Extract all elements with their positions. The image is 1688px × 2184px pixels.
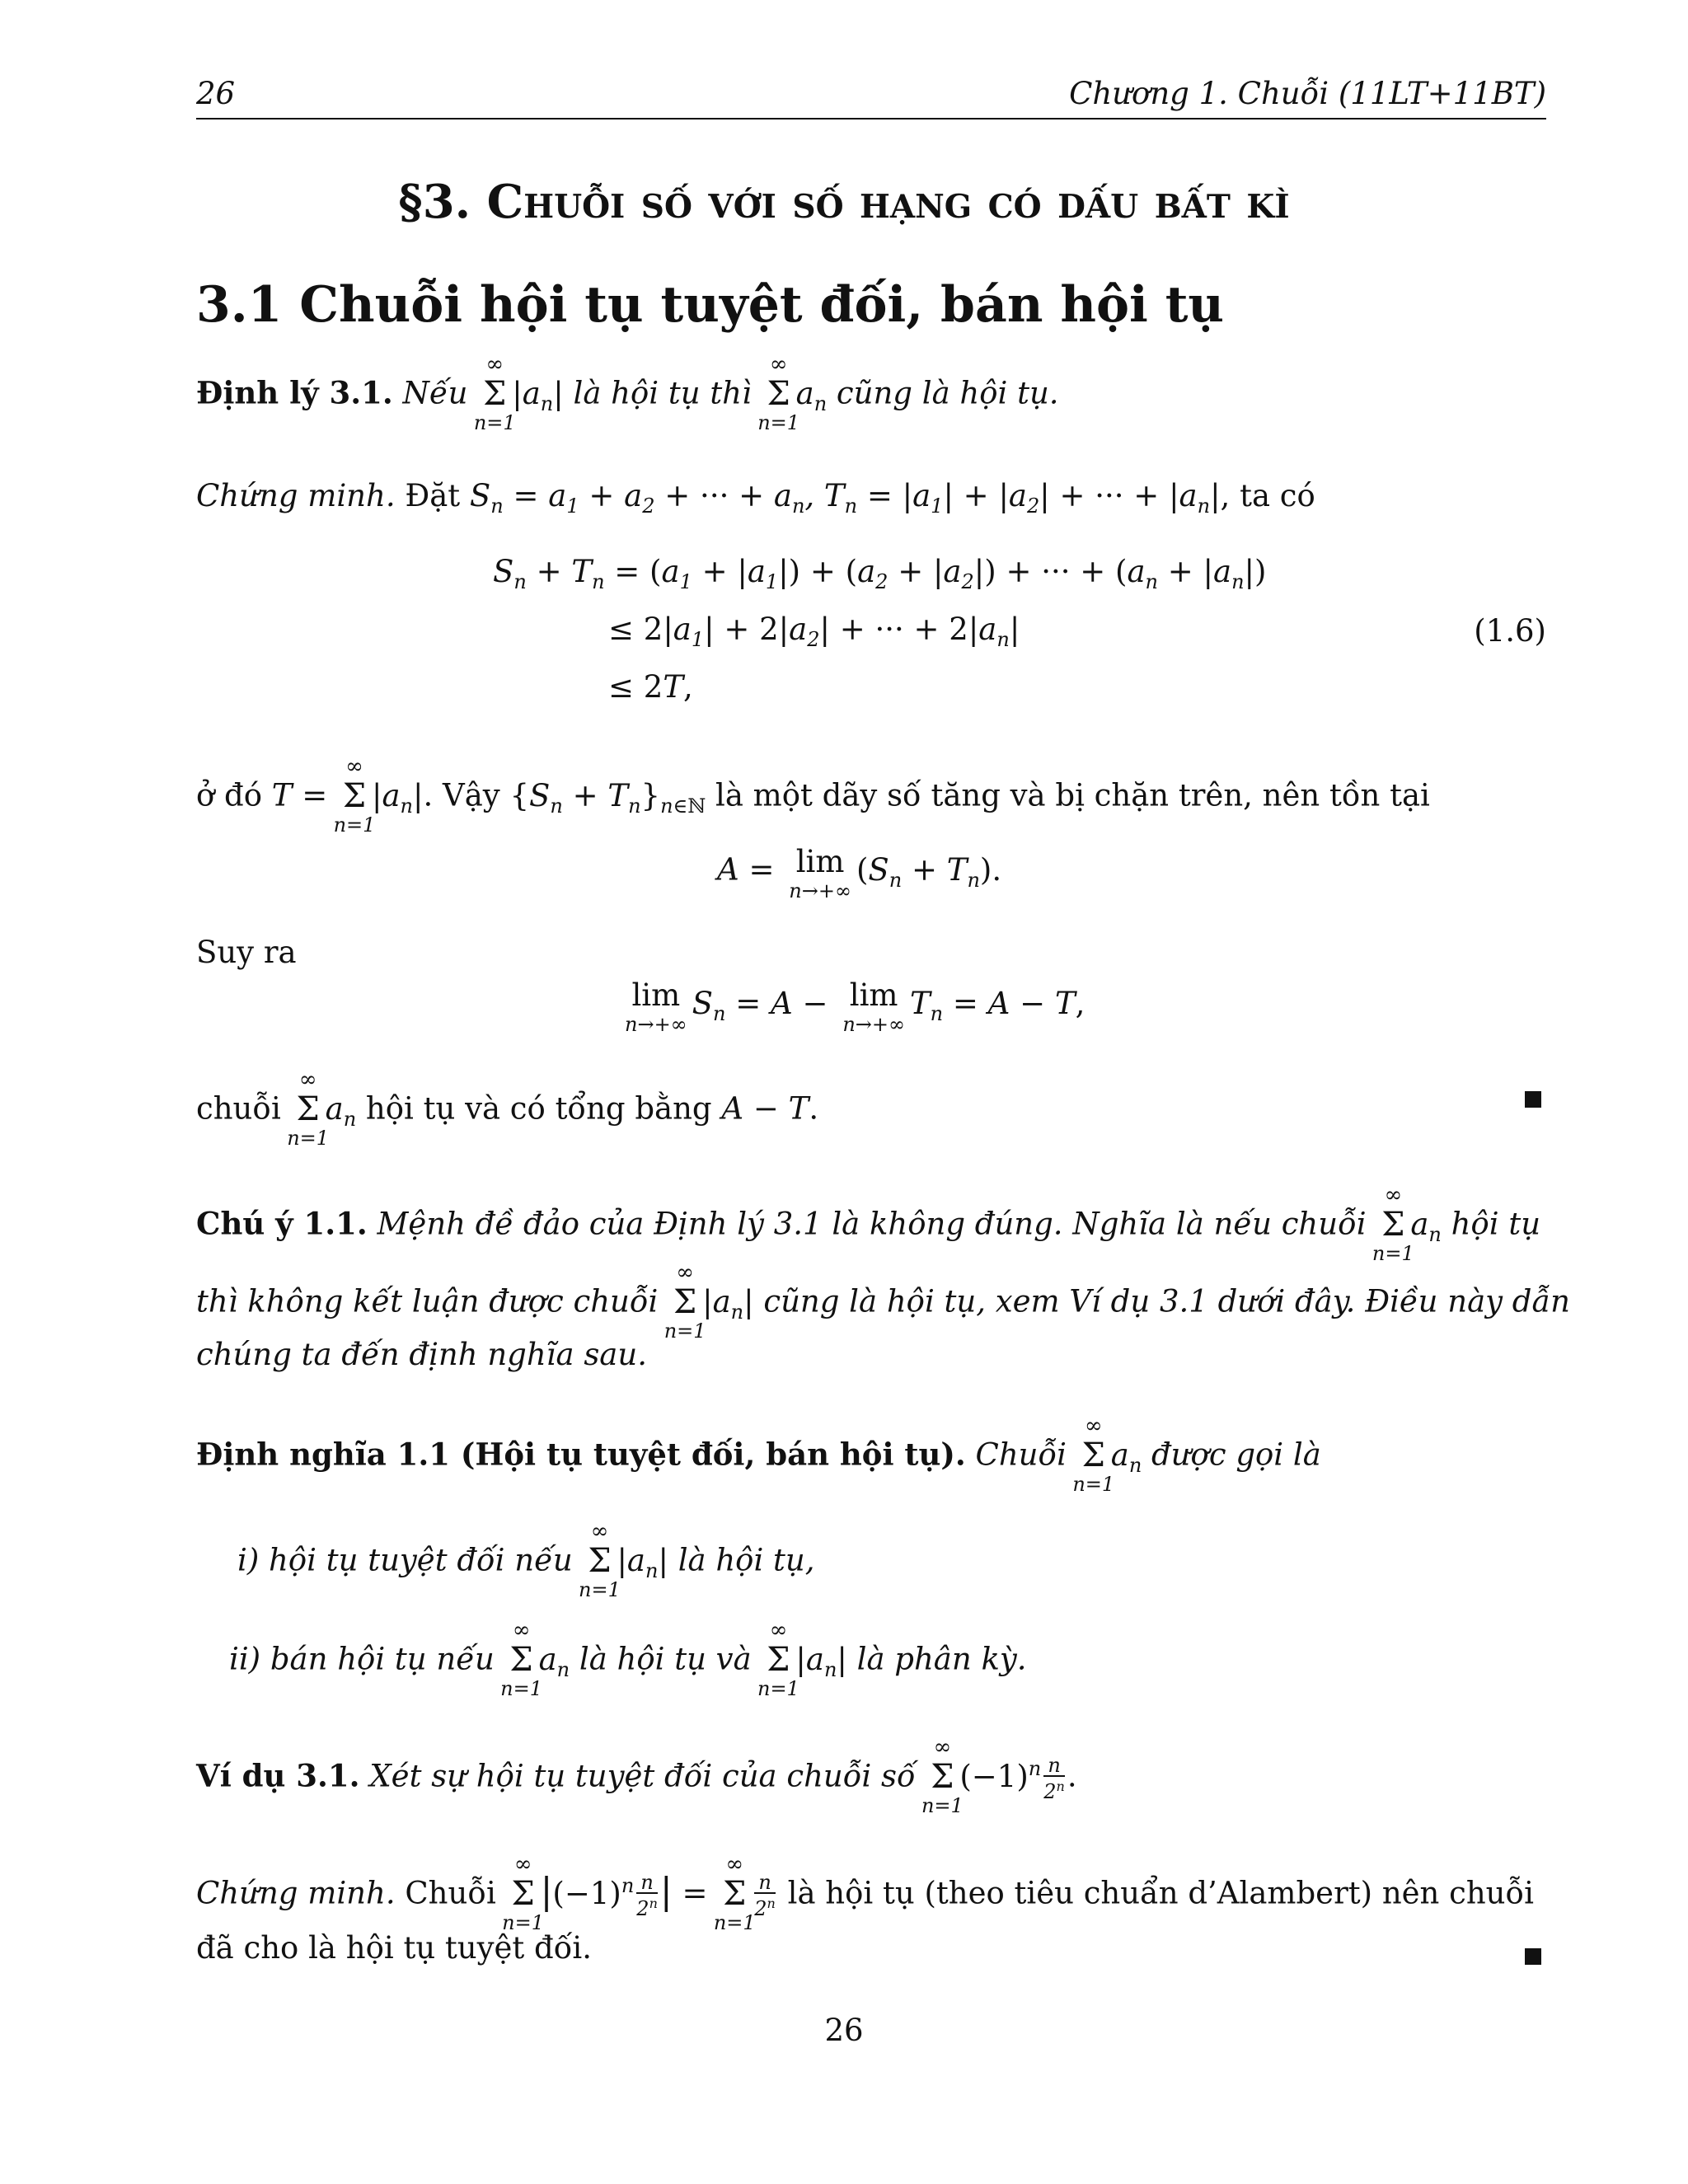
proof2-line-2: đã cho là hội tụ tuyệt đối.: [196, 1930, 592, 1966]
limit-difference: lim n→+∞ $S_n = A$ − lim n→+∞ $T_n = A - T$,: [625, 977, 1085, 1036]
equation-line-1: $S_n + T_n = (a_1 + |a_1|) + (a_2 + |a_2|)$ + ··· + $(a_n + |a_n|)$: [493, 554, 1267, 593]
section-title: [0, 175, 1688, 229]
example-statement: Ví dụ 3.1. Xét sự hội tụ tuyệt đối của chuỗi số ∞ Σ n=1 $(-1)^n$ $\frac{n}{2^n}$ .: [196, 1737, 1546, 1820]
note-label: Chú ý 1.1.: [196, 1205, 368, 1242]
section-title-text: Chuỗi số với số hạng có dấu bất kì: [486, 175, 1290, 229]
suy-ra: Suy ra: [196, 935, 297, 970]
proof2-line-1: Chứng minh. Chuỗi ∞ Σ n=1 $|(-1)^n$ $\frac{n}{2^n}$ | = ∞ Σ n=1 $\frac{n}{2^n}$ là hội tụ (theo tiêu chuẩn d’Alambert) nên chuỗi: [196, 1854, 1546, 1937]
definition-label: Định nghĩa 1.1 (Hội tụ tuyệt đối, bán hội tụ).: [196, 1436, 966, 1473]
definition-item-i: i) hội tụ tuyệt đối nếu ∞ Σ n=1 $|a_n|$ là hội tụ,: [237, 1521, 815, 1604]
theorem-statement: Định lý 3.1. Nếu ∞ Σ n=1 $|a_n|$ là hội tụ thì ∞ Σ n=1 $a_n$ cũng là hội tụ.: [196, 354, 1546, 437]
sum-symbol: ∞ Σ n=1: [502, 1852, 544, 1934]
note-line-1: Chú ý 1.1. Mệnh đề đảo của Định lý 3.1 là không đúng. Nghĩa là nếu chuỗi ∞ Σ n=1 $a_n$ hội tụ: [196, 1185, 1546, 1268]
sum-symbol: ∞ Σ n=1: [500, 1618, 542, 1700]
proof2-label: Chứng minh.: [196, 1875, 396, 1911]
definition-item-ii: ii) bán hội tụ nếu ∞ Σ n=1 $a_n$ là hội tụ và ∞ Σ n=1 $|a_n|$ là phân kỳ.: [229, 1620, 1027, 1703]
sum-symbol: ∞ Σ n=1: [921, 1735, 964, 1817]
definition-statement: Định nghĩa 1.1 (Hội tụ tuyệt đối, bán hội tụ). Chuỗi ∞ Σ n=1 $a_n$ được gọi là: [196, 1416, 1546, 1498]
qed-square: [1525, 1948, 1541, 1965]
footer-page-number: 26: [824, 2013, 864, 2048]
subsection-title: 3.1 Chuỗi hội tụ tuyệt đối, bán hội tụ: [196, 276, 1225, 334]
header-chapter: Chương 1. Chuỗi (11LT+11BT): [1069, 76, 1546, 111]
section-mark: §3.: [398, 175, 471, 229]
sum-symbol: ∞ Σ n=1: [757, 1618, 799, 1700]
sum-symbol: ∞ Σ n=1: [579, 1519, 621, 1601]
note-line-3: chúng ta đến định nghĩa sau.: [196, 1337, 647, 1372]
equation-line-2: ≤ $2|a_1| + 2|a_2|$ + ··· + $2|a_n|$: [608, 612, 1020, 651]
sum-symbol: ∞ Σ n=1: [1372, 1183, 1414, 1265]
proof-intro: Chứng minh. Đặt $S_n = a_1 + a_2$ + ··· + $a_n$, $T_n = |a_1| + |a_2|$ + ··· + $|a_n|$, ta có: [196, 478, 1315, 518]
theorem-label: Định lý 3.1.: [196, 374, 393, 411]
note-line-2: thì không kết luận được chuỗi ∞ Σ n=1 $|a_n|$ cũng là hội tụ, xem Ví dụ 3.1 dưới đây. Điều này dẫn: [196, 1263, 1546, 1345]
limit-equation: A = lim n→+∞ $(S_n + T_n)$.: [717, 844, 1002, 902]
example-label: Ví dụ 3.1.: [196, 1757, 360, 1794]
sum-symbol: ∞ Σ n=1: [287, 1067, 330, 1150]
sum-symbol: ∞ Σ n=1: [663, 1260, 706, 1343]
sum-symbol: ∞ Σ n=1: [333, 754, 376, 837]
sum-symbol: ∞ Σ n=1: [1072, 1413, 1115, 1496]
qed-square: [1525, 1091, 1541, 1108]
sum-symbol: ∞ Σ n=1: [473, 352, 516, 434]
sum-symbol: ∞ Σ n=1: [757, 352, 800, 434]
running-header: [196, 76, 1546, 120]
equation-line-3: ≤ 2T,: [608, 669, 693, 705]
equation-tag: (1.6): [1474, 613, 1546, 649]
proof-conclusion: chuỗi ∞ Σ n=1 $a_n$ hội tụ và có tổng bằng A − T.: [196, 1070, 1546, 1152]
header-page-number: 26: [196, 76, 236, 111]
sum-symbol: ∞ Σ n=1: [713, 1852, 756, 1934]
proof-where: ở đó T = ∞ Σ n=1 $|a_n|$. Vậy $\{S_n + T_n\}_{n\in ℕ}$ là một dãy số tăng và bị chặn trên, nên tồn tại: [196, 757, 1546, 839]
proof-label: Chứng minh.: [196, 478, 396, 513]
